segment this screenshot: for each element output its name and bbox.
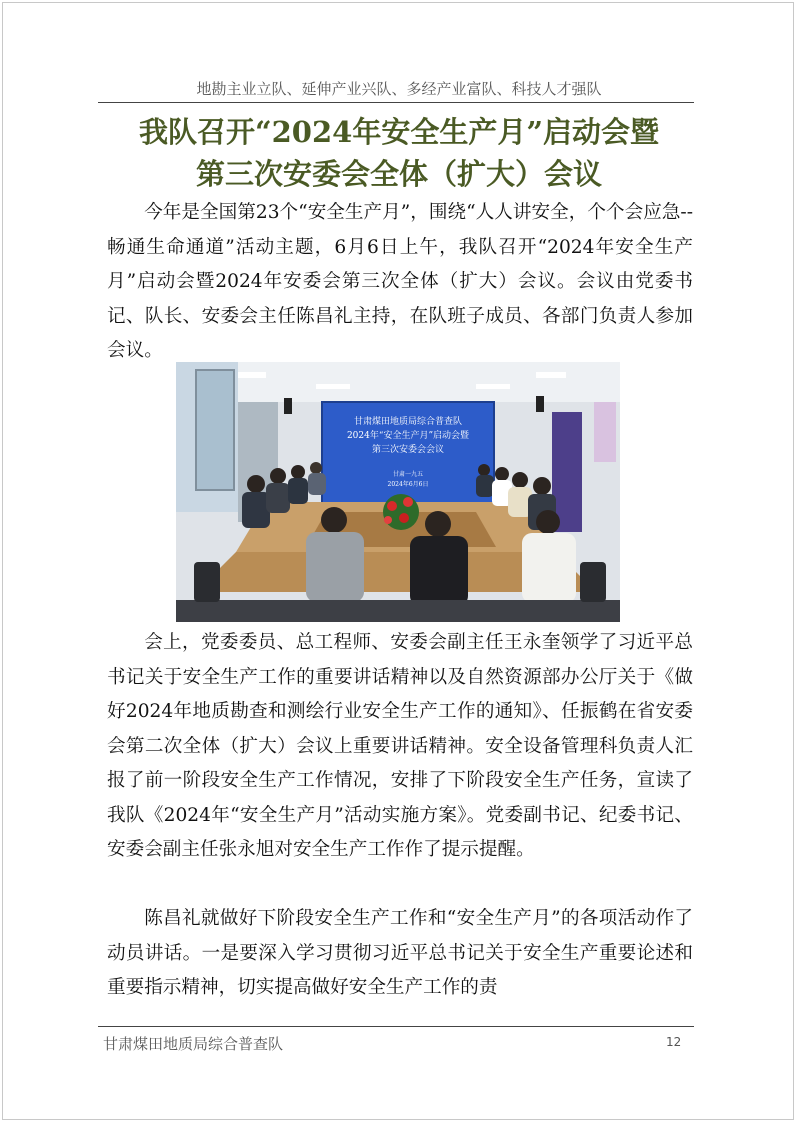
article-title-line2: 第三次安委会全体（扩大）会议: [195, 157, 602, 191]
screen-line-1: 甘肃煤田地质局综合普查队: [353, 417, 463, 427]
article-title-line1: 我队召开“2024年安全生产月”启动会暨: [138, 115, 660, 149]
paragraph-1: 今年是全国第23个“安全生产月”，围绕“人人讲安全，个个会应急--畅通生命通道”活动主题，6月6日上午，我队召开“2024年安全生产月”启动会暨2024年安委会第三次全体（扩大）会议。会议由党委书记、队长、安委会主任陈昌礼主持，在队班子成员、各部门负责人参加会议。: [107, 202, 693, 361]
paragraph-2: 会上，党委委员、总工程师、安委会副主任王永奎领学了习近平总书记关于安全生产工作的重要讲话精神以及自然资源部办公厅关于《做好2024年地质勘查和测绘行业安全生产工作的通知》、任振鹤在省安委会第二次全体（扩大）会议上重要讲话精神。安全设备管理科负责人汇报了前一阶段安全生产工作情况，安排了下阶段安全生产任务，宣读了我队《2024年“安全生产月”活动实施方案》。党委副书记、纪委书记、安委会副主任张永旭对安全生产工作作了提示提醒。: [107, 632, 693, 860]
footer-divider: [98, 1026, 694, 1027]
page-number: 12: [666, 1035, 682, 1049]
screen-line-2: 2024年“安全生产月”启动会暨: [346, 431, 470, 441]
screen-line-3: 第三次安委会会议: [371, 445, 445, 455]
meeting-photo: [176, 362, 620, 622]
header-divider: [98, 102, 694, 103]
screen-line-5: 2024年6月6日: [387, 481, 429, 488]
screen-line-4: 甘肃一九五: [392, 471, 424, 478]
paragraph-3: 陈昌礼就做好下阶段安全生产工作和“安全生产月”的各项活动作了动员讲话。一是要深入学习贯彻习近平总书记关于安全生产重要论述和重要指示精神，切实提高做好安全生产工作的责: [107, 908, 693, 998]
header-slogan: 地勘主业立队、延伸产业兴队、多经产业富队、科技人才强队: [196, 80, 602, 98]
footer-organization: 甘肃煤田地质局综合普查队: [103, 1035, 284, 1053]
